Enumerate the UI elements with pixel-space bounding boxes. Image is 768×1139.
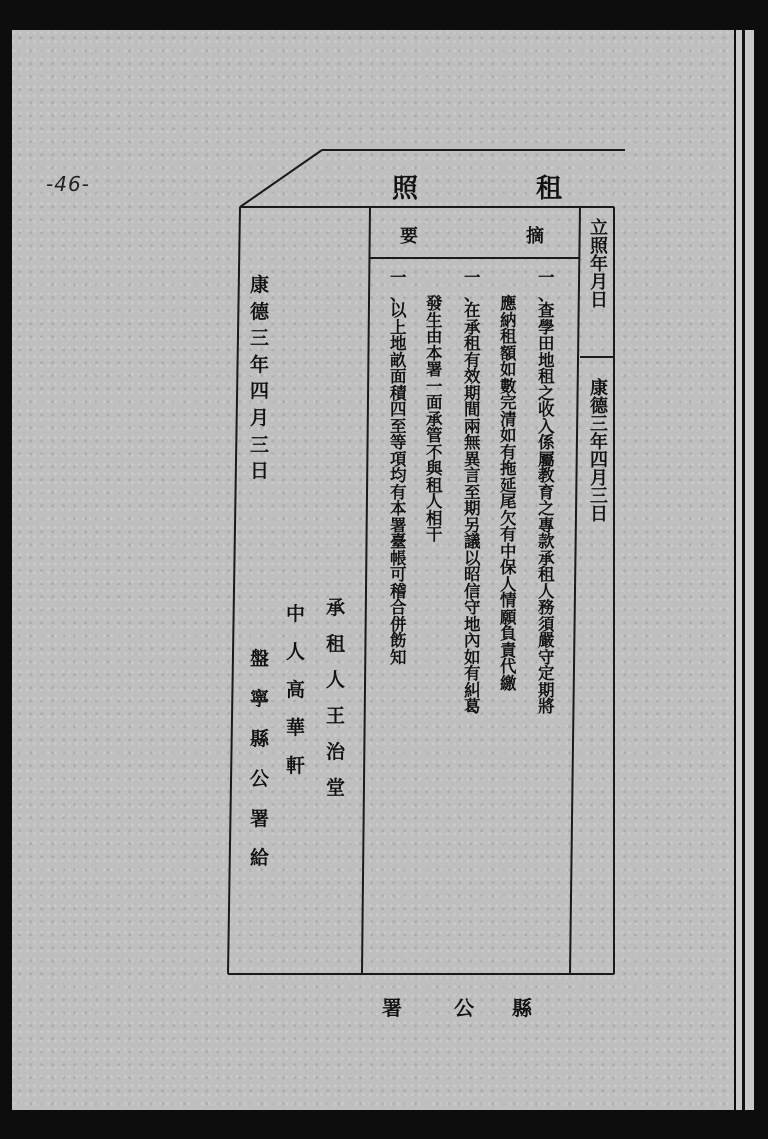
glyph: 合 [390,598,407,617]
glyph: 務 [538,598,555,617]
glyph: 將 [538,697,555,716]
glyph: 效 [464,367,481,386]
glyph: 人 [326,669,346,692]
glyph: 堂 [326,777,346,800]
clause-1 [538,270,555,716]
glyph: 、 [538,284,555,304]
glyph: 均 [390,466,407,485]
glyph: 代 [500,657,517,676]
glyph: 信 [464,581,481,601]
glyph: 欠 [500,508,517,528]
glyph: 之 [538,383,555,403]
glyph: 學 [538,317,555,337]
glyph: 立 [590,218,608,239]
glyph: 租 [426,475,443,495]
glyph: 租 [538,565,555,584]
glyph: 德 [250,300,270,323]
glyph: 納 [500,310,517,330]
glyph: 華 [286,717,306,739]
glyph: 月 [250,406,270,429]
glyph: 人 [500,574,517,594]
glyph: 有 [390,482,407,502]
glyph: 定 [538,664,555,683]
guarantor-name [286,595,305,785]
glyph: 期 [538,680,555,700]
glyph: 查 [538,301,555,320]
glyph: 屬 [538,449,555,469]
glyph: 中 [286,603,306,625]
title-char-2: 照 [392,174,419,204]
glyph: 嚴 [538,631,555,650]
glyph: 係 [538,433,555,452]
glyph: 繳 [500,673,517,693]
glyph: 日 [590,504,608,525]
glyph: 等 [390,433,407,452]
glyph: 承 [426,409,443,429]
glyph: 治 [326,741,346,764]
glyph: 款 [538,532,555,551]
glyph: 中 [500,541,517,561]
glyph: 守 [464,598,481,617]
glyph: 臺 [390,532,407,551]
glyph: 有 [500,525,517,544]
glyph: 異 [464,449,481,469]
glyph: 寧 [250,687,270,710]
glyph: 租 [538,367,555,386]
glyph: 日 [590,290,608,311]
glyph: 四 [250,380,270,403]
date-value [590,380,608,524]
glyph: 人 [538,581,555,601]
glyph: 本 [390,499,407,518]
glyph: 尾 [500,492,517,511]
glyph: 入 [538,416,555,436]
clause-1-continued [500,296,517,692]
footer-char-1: 縣 [512,996,532,1020]
clause-2-continued [426,296,443,544]
glyph: 三 [590,486,608,507]
glyph: 責 [500,640,517,660]
glyph: 署 [250,807,270,830]
glyph: 康 [590,378,608,399]
glyph: 管 [426,426,443,445]
glyph: 情 [500,591,517,610]
glyph: 可 [390,565,407,584]
glyph: 地 [390,334,407,353]
glyph: 有 [500,442,517,462]
clause-3 [390,270,407,666]
glyph: 月 [590,468,608,489]
glyph: 租 [326,633,346,656]
glyph: 、 [390,284,407,304]
clause-2 [464,270,481,716]
glyph: 軒 [286,755,306,777]
glyph: 清 [500,409,517,429]
glyph: 三 [250,327,270,350]
glyph: 三 [590,414,608,435]
glyph: 以 [390,301,407,320]
glyph: 期 [464,383,481,403]
glyph: 以 [464,548,481,568]
glyph: 願 [500,607,517,627]
glyph: 地 [464,614,481,634]
glyph: 稽 [390,581,407,601]
header-summary-char-2: 要 [400,226,418,247]
glyph: 與 [426,459,443,478]
glyph: 積 [390,383,407,403]
glyph: 署 [390,515,407,535]
glyph: 、 [464,284,481,304]
glyph: 年 [250,353,270,376]
glyph: 上 [390,317,407,337]
glyph: 專 [538,515,555,535]
glyph: 兩 [464,416,481,436]
glyph: 本 [426,343,443,363]
glyph: 署 [426,360,443,379]
glyph: 田 [538,334,555,353]
glyph: 如 [464,647,481,667]
glyph: 面 [426,393,443,412]
glyph: 面 [390,367,407,386]
glyph: 王 [326,705,346,728]
glyph: 拖 [500,459,517,478]
glyph: 地 [538,350,555,370]
glyph: 言 [464,466,481,485]
date-label [590,220,608,310]
glyph: 知 [390,647,407,667]
glyph: 應 [500,294,517,313]
title-char-1: 租 [536,174,563,204]
glyph: 至 [464,482,481,502]
glyph: 三 [250,433,270,456]
glyph: 育 [538,482,555,502]
issuer-office [250,640,269,879]
glyph: 收 [538,400,555,419]
glyph: 至 [390,416,407,436]
glyph: 一 [426,376,443,396]
glyph: 守 [538,647,555,667]
glyph: 有 [464,664,481,683]
glyph: 年 [590,254,608,275]
glyph: 四 [590,450,608,471]
glyph: 盤 [250,648,270,670]
glyph: 如 [500,426,517,445]
glyph: 在 [464,301,481,320]
footer-char-2: 公 [454,996,474,1020]
glyph: 承 [326,597,346,619]
glyph: 人 [286,641,306,663]
glyph: 延 [500,475,517,495]
glyph: 干 [426,525,443,544]
glyph: 間 [464,400,481,419]
glyph: 糾 [464,680,481,700]
glyph: 昭 [464,565,481,584]
glyph: 議 [464,532,481,551]
glyph: 給 [250,847,270,870]
glyph: 日 [250,460,270,483]
glyph: 公 [250,767,270,790]
glyph: 如 [500,360,517,379]
issue-date [250,272,269,485]
glyph: 年 [590,432,608,453]
glyph: 康 [250,274,270,296]
glyph: 一 [464,268,481,287]
glyph: 租 [500,327,517,346]
glyph: 保 [500,558,517,577]
glyph: 另 [464,515,481,535]
glyph: 四 [390,400,407,419]
glyph: 由 [426,327,443,346]
page-number: -46- [46,172,90,196]
glyph: 負 [500,624,517,643]
glyph: 生 [426,310,443,330]
glyph: 一 [390,268,407,287]
glyph: 德 [590,396,608,417]
glyph: 畝 [390,350,407,370]
glyph: 租 [464,334,481,353]
glyph: 相 [426,508,443,528]
glyph: 人 [426,492,443,511]
header-summary-char-1: 摘 [526,226,544,247]
glyph: 承 [538,548,555,568]
glyph: 發 [426,294,443,313]
glyph: 完 [500,393,517,412]
glyph: 之 [538,499,555,518]
footer-char-3: 署 [382,996,402,1020]
glyph: 無 [464,433,481,452]
glyph: 數 [500,376,517,396]
glyph: 併 [390,614,407,634]
glyph: 須 [538,614,555,634]
glyph: 高 [286,679,306,701]
glyph: 額 [500,343,517,363]
glyph: 承 [464,317,481,337]
glyph: 項 [390,449,407,469]
glyph: 內 [464,631,481,650]
glyph: 照 [590,236,608,257]
lessee-name [326,590,345,807]
glyph: 教 [538,466,555,485]
glyph: 期 [464,499,481,518]
glyph: 縣 [250,727,270,750]
glyph: 一 [538,268,555,287]
glyph: 有 [464,350,481,370]
glyph: 帳 [390,548,407,568]
glyph: 葛 [464,697,481,716]
glyph: 飭 [390,631,407,650]
glyph: 不 [426,442,443,462]
glyph: 月 [590,272,608,293]
